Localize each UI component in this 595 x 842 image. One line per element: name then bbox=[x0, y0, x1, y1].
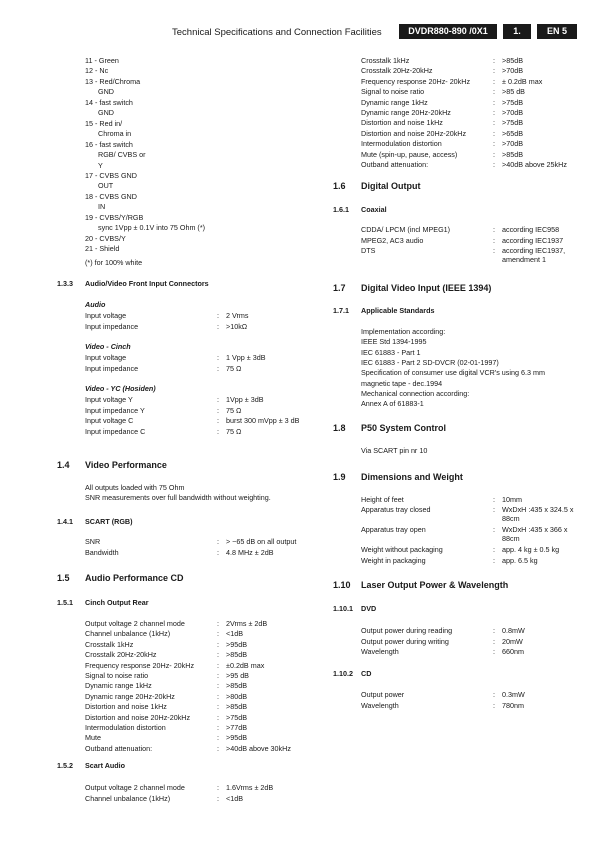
spec-separator: : bbox=[493, 139, 495, 149]
subsection-title: Video - Cinch bbox=[85, 342, 131, 351]
section-number: 1.5 bbox=[57, 573, 70, 583]
spec-value: burst 300 mVpp ± 3 dB bbox=[226, 416, 300, 425]
spec-label: Input voltage C bbox=[85, 416, 134, 425]
spec-value: >85dB bbox=[502, 149, 523, 159]
spec-separator: : bbox=[217, 426, 219, 436]
section-number: 1.7 bbox=[333, 283, 346, 293]
scart-pin-item: 13 - Red/Chroma bbox=[85, 76, 141, 86]
section-title: Cinch Output Rear bbox=[85, 598, 149, 607]
section-number: 1.5.1 bbox=[57, 598, 73, 607]
spec-separator: : bbox=[217, 681, 219, 691]
spec-separator: : bbox=[493, 636, 495, 646]
spec-label: Wavelength bbox=[361, 647, 399, 656]
page-number-badge: EN 5 bbox=[537, 24, 577, 39]
spec-label: Crosstalk 20Hz-20kHz bbox=[361, 66, 433, 76]
spec-label: Intermodulation distortion bbox=[85, 723, 166, 732]
spec-label: Distortion and noise 1kHz bbox=[85, 702, 167, 712]
section-number: 1.4 bbox=[57, 460, 70, 470]
spec-separator: : bbox=[493, 128, 495, 138]
spec-separator: : bbox=[217, 743, 219, 753]
standard-item: IEEE Std 1394-1995 bbox=[361, 337, 427, 347]
section-number: 1.4.1 bbox=[57, 517, 73, 526]
scart-pin-item: Y bbox=[98, 160, 103, 170]
spec-separator: : bbox=[493, 525, 495, 535]
spec-separator: : bbox=[493, 108, 495, 117]
spec-value: ± 0.2dB max bbox=[502, 76, 543, 86]
section-number: 1.6.1 bbox=[333, 205, 349, 214]
spec-separator: : bbox=[217, 619, 219, 628]
scart-pin-item: GND bbox=[98, 108, 114, 118]
spec-value: 1Vpp ± 3dB bbox=[226, 395, 264, 404]
spec-value: >10kΩ bbox=[226, 321, 248, 331]
subsection-title: Audio bbox=[85, 300, 106, 309]
section-title: DVD bbox=[361, 604, 377, 613]
spec-label: Crosstalk 20Hz-20kHz bbox=[85, 650, 157, 660]
spec-label: Input voltage Y bbox=[85, 395, 133, 404]
spec-separator: : bbox=[217, 793, 219, 803]
spec-label: Output voltage 2 channel mode bbox=[85, 783, 185, 792]
section-number: 1.6 bbox=[333, 181, 346, 191]
spec-separator: : bbox=[493, 97, 495, 107]
spec-separator: : bbox=[217, 783, 219, 792]
section-title: Scart Audio bbox=[85, 761, 126, 770]
spec-value: >80dB bbox=[226, 691, 247, 701]
section-title: Video Performance bbox=[85, 460, 167, 470]
spec-separator: : bbox=[493, 505, 495, 515]
spec-value: 0.3mW bbox=[502, 690, 525, 699]
standard-item: IEC 61883 - Part 1 bbox=[361, 347, 421, 357]
spec-label: Mute bbox=[85, 733, 101, 743]
spec-label: Input impedance bbox=[85, 321, 139, 331]
spec-separator: : bbox=[493, 626, 495, 635]
spec-separator: : bbox=[493, 555, 495, 565]
spec-label: Input voltage bbox=[85, 311, 127, 320]
spec-value: >40dB above 30kHz bbox=[226, 743, 291, 753]
subsection-title: Video - YC (Hosiden) bbox=[85, 384, 156, 393]
scart-pin-item: 11 - Green bbox=[85, 56, 119, 65]
scart-pin-item: 20 - CVBS/Y bbox=[85, 233, 126, 243]
section-title: Audio/Video Front Input Connectors bbox=[85, 279, 209, 288]
spec-value: WxDxH :435 x 366 x 88cm bbox=[502, 525, 568, 544]
spec-label: Height of feet bbox=[361, 495, 404, 504]
scart-pin-item: 14 - fast switch bbox=[85, 97, 133, 107]
spec-separator: : bbox=[217, 733, 219, 743]
spec-label: Crosstalk 1kHz bbox=[85, 639, 134, 649]
spec-value: >85dB bbox=[502, 56, 523, 65]
spec-label: Apparatus tray closed bbox=[361, 505, 431, 515]
spec-label: Frequency response 20Hz- 20kHz bbox=[85, 660, 195, 670]
spec-label: Outband attenuation: bbox=[361, 160, 429, 169]
spec-value: > ~65 dB on all output bbox=[226, 537, 297, 546]
section-number: 1.10.1 bbox=[333, 604, 353, 613]
spec-label: Dynamic range 20Hz-20kHz bbox=[361, 108, 451, 117]
body-text: Via SCART pin nr 10 bbox=[361, 446, 428, 455]
spec-value: 75 Ω bbox=[226, 363, 242, 373]
spec-value: 0.8mW bbox=[502, 626, 525, 635]
spec-label: MPEG2, AC3 audio bbox=[361, 235, 424, 245]
section-title: Applicable Standards bbox=[361, 306, 435, 315]
spec-value: 4.8 MHz ± 2dB bbox=[226, 547, 274, 557]
standard-item: Mechanical connection according: bbox=[361, 388, 470, 398]
spec-label: Weight without packaging bbox=[361, 545, 443, 555]
spec-value: 20mW bbox=[502, 636, 523, 646]
spec-separator: : bbox=[217, 660, 219, 670]
spec-value: according IEC958 bbox=[502, 225, 560, 234]
spec-separator: : bbox=[493, 545, 495, 555]
spec-separator: : bbox=[493, 87, 495, 97]
spec-label: Bandwidth bbox=[85, 547, 119, 557]
spec-separator: : bbox=[493, 118, 495, 128]
scart-pin-item: GND bbox=[98, 87, 114, 97]
spec-value: 1.6Vrms ± 2dB bbox=[226, 783, 274, 792]
spec-value: >95 dB bbox=[226, 671, 249, 680]
spec-value: 2 Vrms bbox=[226, 311, 249, 320]
body-text: All outputs loaded with 75 Ohm bbox=[85, 483, 185, 492]
spec-label: Signal to noise ratio bbox=[361, 87, 425, 97]
section-number: 1.5.2 bbox=[57, 761, 73, 770]
spec-separator: : bbox=[217, 671, 219, 680]
spec-value: <1dB bbox=[226, 793, 243, 803]
scart-pin-item: 21 - Shield bbox=[85, 244, 120, 254]
spec-value: >85dB bbox=[226, 702, 247, 712]
section-title: SCART (RGB) bbox=[85, 517, 133, 526]
body-text: SNR measurements over full bandwidth without weighting. bbox=[85, 493, 271, 502]
spec-label: CDDA/ LPCM (incl MPEG1) bbox=[361, 225, 451, 234]
spec-separator: : bbox=[493, 225, 495, 234]
standard-item: Annex A of 61883-1 bbox=[361, 399, 424, 409]
spec-label: Input impedance Y bbox=[85, 405, 145, 415]
spec-value: >95dB bbox=[226, 639, 247, 649]
spec-label: Dynamic range 1kHz bbox=[361, 97, 428, 107]
spec-separator: : bbox=[217, 702, 219, 712]
spec-label: Input voltage bbox=[85, 353, 127, 362]
section-title: Dimensions and Weight bbox=[361, 472, 463, 482]
standard-item: Implementation according: bbox=[361, 327, 446, 336]
spec-value: 75 Ω bbox=[226, 426, 242, 436]
scart-pin-item: OUT bbox=[98, 181, 114, 191]
spec-separator: : bbox=[493, 149, 495, 159]
scart-pin-item: sync 1Vpp ± 0.1V into 75 Ohm (*) bbox=[98, 223, 206, 233]
spec-label: Channel unbalance (1kHz) bbox=[85, 629, 171, 639]
spec-value: >70dB bbox=[502, 66, 523, 76]
spec-value: >85dB bbox=[226, 650, 247, 660]
section-title: Audio Performance CD bbox=[85, 573, 184, 583]
spec-value: >85 dB bbox=[502, 87, 525, 97]
section-title: CD bbox=[361, 669, 372, 678]
spec-label: Distortion and noise 20Hz-20kHz bbox=[361, 128, 467, 138]
scart-pin-item: 16 - fast switch bbox=[85, 139, 133, 149]
spec-separator: : bbox=[493, 647, 495, 656]
spec-label: Weight in packaging bbox=[361, 555, 426, 565]
spec-value: >70dB bbox=[502, 108, 523, 117]
spec-value: according IEC1937, amendment 1 bbox=[502, 246, 566, 264]
spec-value: >65dB bbox=[502, 128, 523, 138]
section-title: Coaxial bbox=[361, 205, 387, 214]
scart-pin-item: 15 - Red in/ bbox=[85, 118, 123, 128]
spec-value: >75dB bbox=[502, 118, 523, 128]
spec-value: >40dB above 25kHz bbox=[502, 160, 567, 169]
spec-separator: : bbox=[493, 160, 495, 169]
spec-value: >85dB bbox=[226, 681, 247, 691]
spec-separator: : bbox=[217, 691, 219, 701]
model-badge: DVDR880-890 /0X1 bbox=[399, 24, 497, 39]
spec-value: >75dB bbox=[502, 97, 523, 107]
spec-label: Outband attenuation: bbox=[85, 743, 153, 753]
spec-label: Output power during reading bbox=[361, 626, 453, 635]
scart-pin-item: IN bbox=[98, 202, 106, 212]
spec-separator: : bbox=[217, 639, 219, 649]
spec-value: >75dB bbox=[226, 712, 247, 722]
spec-separator: : bbox=[217, 363, 219, 373]
spec-separator: : bbox=[217, 321, 219, 331]
spec-label: Apparatus tray open bbox=[361, 525, 426, 535]
spec-label: Dynamic range 20Hz-20kHz bbox=[85, 691, 175, 701]
spec-separator: : bbox=[493, 76, 495, 86]
scart-pin-item: Chroma in bbox=[98, 129, 132, 139]
spec-separator: : bbox=[217, 723, 219, 732]
scart-pin-item: 17 - CVBS GND bbox=[85, 170, 137, 180]
spec-separator: : bbox=[493, 495, 495, 504]
spec-separator: : bbox=[217, 547, 219, 557]
spec-label: Crosstalk 1kHz bbox=[361, 56, 410, 65]
spec-separator: : bbox=[217, 650, 219, 660]
scart-pin-item: 19 - CVBS/Y/RGB bbox=[85, 212, 144, 222]
spec-separator: : bbox=[217, 712, 219, 722]
spec-label: Output power bbox=[361, 690, 405, 699]
spec-label: Distortion and noise 1kHz bbox=[361, 118, 443, 128]
spec-label: Input impedance bbox=[85, 363, 139, 373]
spec-label: Frequency response 20Hz- 20kHz bbox=[361, 76, 471, 86]
spec-value: ±0.2dB max bbox=[226, 660, 265, 670]
spec-label: Output power during writing bbox=[361, 636, 449, 646]
spec-label: Wavelength bbox=[361, 700, 399, 710]
spec-separator: : bbox=[217, 311, 219, 320]
spec-label: Distortion and noise 20Hz-20kHz bbox=[85, 712, 191, 722]
section-title: Digital Output bbox=[361, 181, 421, 191]
spec-value: 660nm bbox=[502, 647, 524, 656]
section-number: 1.10 bbox=[333, 580, 351, 590]
scart-pin-item: RGB/ CVBS or bbox=[98, 150, 146, 160]
standard-item: magnetic tape - dec.1994 bbox=[361, 378, 443, 388]
page-header-title: Technical Specifications and Connection Facilities bbox=[172, 27, 382, 38]
spec-value: app. 6.5 kg bbox=[502, 555, 538, 565]
spec-value: <1dB bbox=[226, 629, 243, 639]
section-title: P50 System Control bbox=[361, 423, 447, 433]
spec-value: app. 4 kg ± 0.5 kg bbox=[502, 545, 560, 555]
spec-value: >70dB bbox=[502, 139, 523, 149]
spec-separator: : bbox=[217, 537, 219, 546]
spec-value: 2Vrms ± 2dB bbox=[226, 619, 268, 628]
spec-label: Output voltage 2 channel mode bbox=[85, 619, 185, 628]
spec-label: Signal to noise ratio bbox=[85, 671, 149, 680]
section-number: 1.7.1 bbox=[333, 306, 349, 315]
spec-separator: : bbox=[217, 395, 219, 404]
spec-separator: : bbox=[217, 416, 219, 425]
spec-separator: : bbox=[493, 700, 495, 710]
spec-label: Mute (spin-up, pause, access) bbox=[361, 149, 458, 159]
spec-value: 780nm bbox=[502, 700, 524, 710]
section-number: 1.10.2 bbox=[333, 669, 353, 678]
spec-label: SNR bbox=[85, 537, 101, 546]
standard-item: IEC 61883 - Part 2 SD-DVCR (02-01-1997) bbox=[361, 357, 499, 367]
spec-value: WxDxH :435 x 324.5 x 88cm bbox=[502, 505, 574, 524]
spec-label: Dynamic range 1kHz bbox=[85, 681, 152, 691]
spec-label: Input impedance C bbox=[85, 426, 146, 436]
scart-pin-item: 12 - Nc bbox=[85, 66, 109, 76]
standard-item: Specification of consumer use digital VCR's using 6.3 mm bbox=[361, 368, 545, 378]
section-title: Laser Output Power & Wavelength bbox=[361, 580, 509, 590]
scart-pin-item: 18 - CVBS GND bbox=[85, 191, 137, 201]
section-number: 1.3.3 bbox=[57, 279, 73, 288]
spec-separator: : bbox=[493, 246, 495, 255]
spec-separator: : bbox=[493, 56, 495, 65]
spec-label: DTS bbox=[361, 246, 376, 255]
spec-separator: : bbox=[493, 690, 495, 699]
spec-separator: : bbox=[493, 66, 495, 76]
section-title: Digital Video Input (IEEE 1394) bbox=[361, 283, 492, 293]
section-number: 1.8 bbox=[333, 423, 346, 433]
spec-separator: : bbox=[217, 353, 219, 362]
scart-footnote: (*) for 100% white bbox=[85, 258, 143, 267]
spec-value: 1 Vpp ± 3dB bbox=[226, 353, 266, 362]
chapter-badge: 1. bbox=[503, 24, 531, 39]
spec-value: >95dB bbox=[226, 733, 247, 743]
spec-separator: : bbox=[217, 405, 219, 415]
spec-value: >77dB bbox=[226, 723, 247, 732]
spec-separator: : bbox=[217, 629, 219, 639]
spec-label: Intermodulation distortion bbox=[361, 139, 442, 149]
section-number: 1.9 bbox=[333, 472, 346, 482]
spec-value: according IEC1937 bbox=[502, 235, 564, 245]
spec-label: Channel unbalance (1kHz) bbox=[85, 793, 171, 803]
spec-value: 10mm bbox=[502, 495, 522, 504]
spec-value: 75 Ω bbox=[226, 405, 242, 415]
spec-separator: : bbox=[493, 235, 495, 245]
